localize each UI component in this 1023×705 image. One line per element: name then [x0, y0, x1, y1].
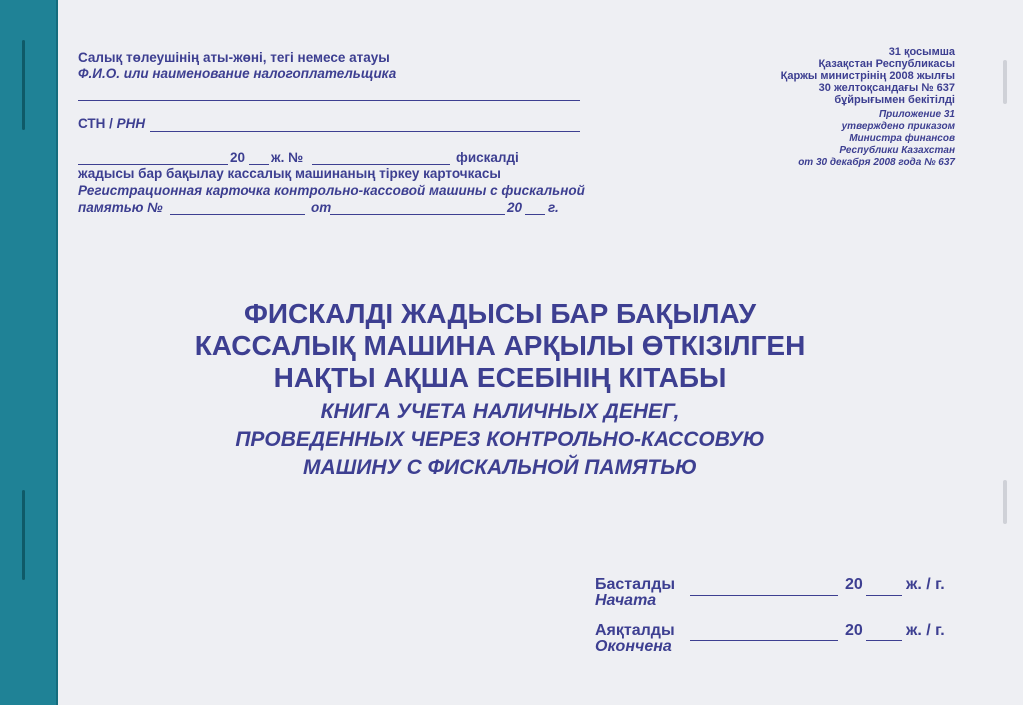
taxpayer-label-ru: Ф.И.О. или наименование налогоплательщика	[78, 66, 397, 81]
from-label: от	[311, 200, 332, 215]
title-ru-line-2: ПРОВЕДЕННЫХ ЧЕРЕЗ КОНТРОЛЬНО-КАССОВУЮ	[235, 428, 765, 451]
start-date-field	[690, 595, 838, 596]
perforation-mark	[1003, 480, 1007, 524]
approved-kz: бұйрығымен бекітілді	[834, 94, 955, 106]
annex-ru: Приложение 31	[878, 109, 955, 120]
reg-year-field	[249, 164, 269, 165]
stitch-mark	[22, 490, 25, 580]
stitch-mark	[22, 40, 25, 130]
title-ru-line-3: МАШИНУ С ФИСКАЛЬНОЙ ПАМЯТЬЮ	[303, 456, 697, 479]
ended-label-ru: Окончена	[595, 638, 672, 655]
stn-field	[150, 131, 580, 132]
started-label-ru: Начата	[595, 592, 657, 609]
end-year-prefix: 20	[845, 622, 863, 639]
reg-number-field	[312, 164, 450, 165]
reg-year-prefix: 20	[230, 150, 246, 165]
title-kz-line-3: НАҚТЫ АҚША ЕСЕБІНІҢ КІТАБЫ	[273, 362, 727, 393]
memory-number-field	[170, 214, 305, 215]
end-date-field	[690, 640, 838, 641]
start-year-unit: ж. / г.	[906, 576, 945, 593]
card-year-prefix: 20	[507, 200, 523, 215]
start-year-prefix: 20	[845, 576, 863, 593]
title-kz-line-1: ФИСКАЛДІ ЖАДЫСЫ БАР БАҚЫЛАУ	[243, 298, 757, 329]
reg-date-field	[78, 164, 228, 165]
end-year-field	[866, 640, 902, 641]
reg-card-kz: жадысы бар бақылау кассалық машинаның тіркеу карточкасы	[78, 166, 501, 181]
minister-ru: Министра финансов	[849, 133, 955, 144]
card-year-field	[525, 214, 545, 215]
taxpayer-name-field	[78, 100, 580, 101]
ministry-kz: Қаржы министрінің 2008 жылғы	[780, 70, 955, 82]
annex-kz: 31 қосымша	[888, 46, 955, 58]
ended-label-kz: Аяқталды	[595, 622, 675, 639]
republic-ru: Республики Казахстан	[839, 145, 955, 156]
date-kz: 30 желтоқсандағы № 637	[818, 82, 955, 94]
start-year-field	[866, 595, 902, 596]
fiscal-word: фискалді	[456, 150, 519, 165]
spine-binding	[0, 0, 58, 705]
started-label-kz: Басталды	[595, 576, 676, 593]
memory-number-label: памятью №	[78, 200, 163, 215]
end-year-unit: ж. / г.	[906, 622, 945, 639]
perforation-mark	[1003, 60, 1007, 104]
taxpayer-label-kz: Салық төлеушінің аты-жөні, тегі немесе атауы	[78, 50, 390, 65]
approved-ru: утверждено приказом	[841, 121, 955, 132]
title-ru-line-1: КНИГА УЧЕТА НАЛИЧНЫХ ДЕНЕГ,	[320, 400, 680, 423]
date-ru: от 30 декабря 2008 года № 637	[798, 157, 955, 168]
card-date-field	[330, 214, 505, 215]
stn-rnn-label	[78, 116, 145, 131]
republic-kz: Қазақстан Республикасы	[818, 58, 955, 70]
stn-label: СТН /	[78, 116, 117, 131]
title-kz-line-2: КАССАЛЫҚ МАШИНА АРҚЫЛЫ ӨТКІЗІЛГЕН	[194, 330, 806, 361]
reg-card-ru: Регистрационная карточка контрольно-кассовой машины с фискальной	[78, 183, 585, 198]
reg-year-suffix: ж. №	[271, 150, 304, 165]
rnn-label: РНН	[116, 116, 146, 131]
card-year-suffix: г.	[548, 200, 559, 215]
